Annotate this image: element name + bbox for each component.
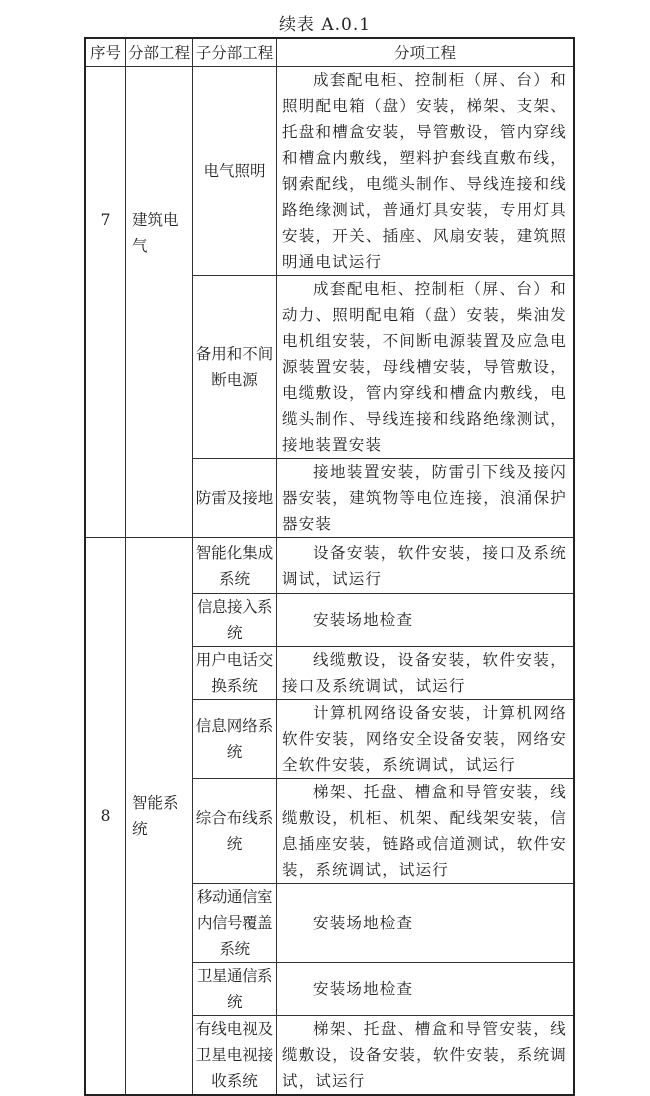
subdivision: 有线电视及卫星电视接收系统 bbox=[193, 1016, 277, 1096]
items: 安装场地检查 bbox=[277, 963, 575, 1016]
group-division: 智能系统 bbox=[126, 538, 193, 1096]
subdivision: 防雷及接地 bbox=[193, 459, 277, 538]
subdivision: 用户电话交换系统 bbox=[193, 647, 277, 700]
subdivision: 电气照明 bbox=[193, 67, 277, 276]
items: 梯架、托盘、槽盒和导管安装，线缆敷设，机柜、机架、配线架安装，信息插座安装，链路或信道测试，软件安装，系统调试，试运行 bbox=[277, 779, 575, 884]
items: 安装场地检查 bbox=[277, 884, 575, 963]
subdivision: 备用和不间断电源 bbox=[193, 276, 277, 459]
items: 计算机网络设备安装，计算机网络软件安装，网络安全设备安装，网络安全软件安装，系统调试，试运行 bbox=[277, 700, 575, 779]
items: 梯架、托盘、槽盒和导管安装，线缆敷设，设备安装，软件安装，系统调试，试运行 bbox=[277, 1016, 575, 1096]
header-row bbox=[85, 38, 574, 67]
table-title: 续表 A.0.1 bbox=[278, 15, 372, 35]
subdivision: 信息接入系统 bbox=[193, 594, 277, 647]
items: 安装场地检查 bbox=[277, 594, 575, 647]
subdivision: 卫星通信系统 bbox=[193, 963, 277, 1016]
table-row bbox=[85, 538, 574, 594]
group-no: 8 bbox=[85, 538, 126, 1096]
header-no: 序号 bbox=[85, 38, 126, 67]
items: 成套配电柜、控制柜（屏、台）和动力、照明配电箱（盘）安装，柴油发电机组安装，不间断电源装置及应急电源装置安装，母线槽安装，导管敷设，电缆敷设，管内穿线和槽盒内敷线，电缆头制作、导线连接和线路绝缘测试，接地装置安装 bbox=[277, 276, 575, 459]
table-row bbox=[85, 67, 574, 276]
items: 接地装置安装，防雷引下线及接闪器安装，建筑物等电位连接，浪涌保护器安装 bbox=[277, 459, 575, 538]
items: 设备安装，软件安装，接口及系统调试，试运行 bbox=[277, 538, 575, 594]
group-no: 7 bbox=[85, 67, 126, 538]
header-items: 分项工程 bbox=[277, 38, 575, 67]
subdivision: 综合布线系统 bbox=[193, 779, 277, 884]
items: 线缆敷设，设备安装，软件安装，接口及系统调试，试运行 bbox=[277, 647, 575, 700]
subdivision: 移动通信室内信号覆盖系统 bbox=[193, 884, 277, 963]
subdivision: 信息网络系统 bbox=[193, 700, 277, 779]
header-subdivision: 子分部工程 bbox=[193, 38, 277, 67]
items: 成套配电柜、控制柜（屏、台）和照明配电箱（盘）安装，梯架、支架、托盘和槽盒安装，导管敷设，管内穿线和槽盒内敷线，塑料护套线直敷布线，钢索配线，电缆头制作、导线连接和线路绝缘测试，普通灯具安装，专用灯具安装，开关、插座、风扇安装，建筑照明通电试运行 bbox=[277, 67, 575, 276]
group-division: 建筑电气 bbox=[126, 67, 193, 538]
subdivision: 智能化集成系统 bbox=[193, 538, 277, 594]
header-division: 分部工程 bbox=[126, 38, 193, 67]
division-table bbox=[84, 37, 575, 1096]
